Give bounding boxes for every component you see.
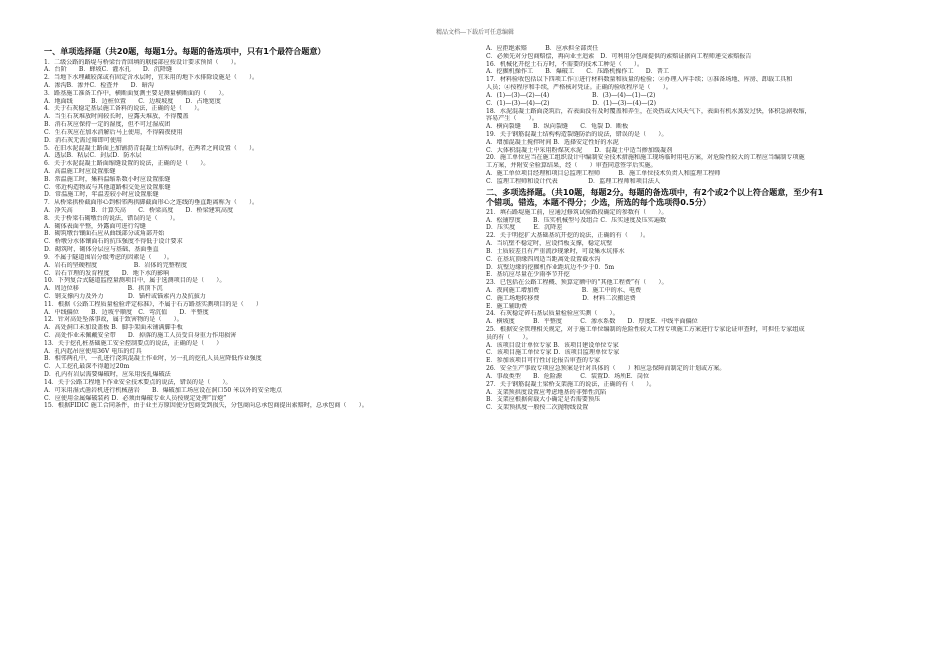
question-line: 14．关于公路工程地下作业安全技术要点的说法，错误的是（ ）。 bbox=[44, 378, 232, 386]
question-line: A．横向裂缝 B．纵向裂缝 C．龟裂 D．断板 bbox=[486, 123, 629, 131]
question-line: C．应使用金属爆破装药 D．必须由爆破专业人员按规定处理“盲炮” bbox=[44, 394, 227, 402]
question-line: A．地面线 B．边桩位置 C．边坡坡度 D．占地宽度 bbox=[44, 97, 221, 105]
question-line: A．应拒绝索赔 B．应承担全部责任 bbox=[486, 45, 599, 52]
question-line: A．挖掘机操作工 B．爆破工 C．压路机操作工 D．普工 bbox=[486, 68, 669, 76]
question-line: 26．安全生产事故专项应急预案是针对具体的（ ）和应急保障而制定的计划或方案。 bbox=[486, 365, 726, 373]
question-line: A．松铺厚度 B．压实机械型号及组合 C．压实速度及压实遍数 bbox=[486, 216, 667, 224]
question-line: 18．水泥混凝土路面浇筑后，若表面没有及时覆盖和养生，在炎热或大风天气下，表面有机水蒸发过快，体积急剧收缩， bbox=[486, 107, 811, 115]
question-line: 25．根据安全管理相关规定，对于施工单位编制的危险性较大工程专项施工方案进行专家论证审查时，可担任专家组成 bbox=[486, 326, 805, 333]
question-line: A．增加混凝土搅拌时间 B．选择安定性好的水泥 bbox=[486, 138, 619, 146]
question-line: 24．石灰稳定碎石基层质量检验应实测（ ）。 bbox=[486, 310, 619, 318]
question-line: 19．关于钢筋混凝土结构构造裂缝防治的说法，错误的是（ ）。 bbox=[486, 130, 668, 138]
question-line: D．常温施工时，年温差较小时应设置胀缝 bbox=[44, 191, 159, 199]
question-line: C．桥墩分水体镶面石的抗压强度不得低于设计要求 bbox=[44, 238, 183, 246]
question-line: C．岩石节理的发育程度 D．地下水的影响 bbox=[44, 269, 170, 277]
question-line: A．(1)—(3)—(2)—(4) B．(3)—(4)—(1)—(2) bbox=[486, 91, 656, 99]
question-line: A．支架预拱度设置应考虑地基的非弹性沉陷 bbox=[486, 388, 607, 396]
right-column bbox=[486, 45, 902, 412]
question-line: 11．根据《公路工程质量检验评定标准》，不属于石方路基实测项目的是（ ） bbox=[44, 300, 262, 308]
question-line: 4．关于石灰稳定基层施工备料的说法，正确的是（ ）。 bbox=[44, 105, 204, 113]
right-question-lines-2 bbox=[486, 209, 902, 412]
question-line: B．常温施工时，集料温缩系数小时应设置胀缝 bbox=[44, 175, 171, 183]
question-line: 12．针对高处坠落事故，属于致害物的是（ ）。 bbox=[44, 316, 183, 324]
question-line: B．砌筑墩台镶面石应从曲线部分或角部开始 bbox=[44, 230, 165, 238]
question-line: D．砌筑时，砌体分层应与基础、基面垂直 bbox=[44, 246, 159, 254]
question-line: 22．关于明挖扩大基础基坑开挖的说法，正确的有（ ）。 bbox=[486, 232, 650, 240]
section-title-multiple-choice-line2: 个错项。错选，本题不得分；少选，所选的每个选项得0.5分） bbox=[486, 198, 711, 208]
question-line: A．该项目设计单位专家 B．该项目建设单位专家 bbox=[486, 341, 619, 349]
question-line: 人员；④按程序和手续，严格核对凭证。正确的验收程序是（ ）。 bbox=[486, 84, 672, 92]
question-line: A．当生石灰堆放时间较长时，应露天堆放，不得覆盖 bbox=[44, 113, 189, 121]
question-line: 17．材料验收包括以下四项工作①进行材料数量和质量的检验；②办理入库手续；③准备场地、库房、卸载工具和 bbox=[486, 76, 793, 84]
question-line: 21．填石路堤施工前，应通过修筑试验路段确定的参数有（ ）。 bbox=[486, 208, 668, 216]
question-line: C．生石灰应在加水消解后马上使用，不得隔夜使用 bbox=[44, 128, 183, 136]
question-line: A．可采用湿式凿岩机进行机械凿岩 B．爆破加工场应设在洞口50 米以外的安全地点 bbox=[44, 386, 282, 394]
question-line: 10．下列复合式隧道监控量测项目中，属于选测项目的是（ ）。 bbox=[44, 277, 226, 285]
question-line: C．钢支撑内力及外力 D．锚杆或锚索内力及抗拔力 bbox=[44, 292, 206, 300]
question-line: C．施工场地转移费 D．材料二次搬运费 bbox=[486, 294, 636, 302]
question-line: 6．关于水泥混凝土路面缩缝设置的说法，正确的是（ ）。 bbox=[44, 160, 210, 168]
page-header: 精品文档---下载后可任意编辑 bbox=[435, 29, 515, 36]
question-line: A．中线偏位 B．边坡平顺度 C．弯沉值 D．平整度 bbox=[44, 308, 209, 316]
question-line: C．人工挖孔最深不得超过20m bbox=[44, 363, 130, 371]
question-line: 15．根据FIDIC 施工合同条件，由于业主方原因使分包商受到损失，分包商向总承包商提出索赔时，总承包商（ ）。 bbox=[44, 402, 368, 410]
question-line: B．土质较差且有严重流沙现象时，可设集水坑排水 bbox=[486, 247, 625, 255]
question-line: 2．当地下水埋藏较深或有固定含水层时，宜采用的地下水排除设施是（ ）。 bbox=[44, 74, 259, 82]
question-line: 20．施工单位应当在施工组织设计中编制安全技术措施和施工现场临时用电方案，对危险性较大的工程应当编制专项施 bbox=[486, 154, 805, 162]
question-line: A．砌体表面平整，外露面可进行勾缝 bbox=[44, 222, 146, 230]
question-line: A．周边位移 B．拱顶下沉 bbox=[44, 285, 163, 293]
question-line: C．大体积混凝土中采用粉煤灰水泥 D．混凝土中适当掺加缓凝剂 bbox=[486, 146, 673, 154]
question-line: B．消石灰应保持一定的湿度，但不可过湿成团 bbox=[44, 121, 171, 129]
question-line: 23．已包括在公路工程概、预算定额中的“其他工程费”有（ ）。 bbox=[486, 279, 668, 287]
question-line: D．消石灰无需过筛即可使用 bbox=[44, 136, 123, 144]
question-line: A．横坡度 B．平整度 C．渗水系数 D．厚度E．中线平面偏位 bbox=[486, 318, 698, 326]
question-line: A．事故类型 B．危险源 C．装置D．场所E．岗位 bbox=[486, 372, 650, 380]
question-line: E．参加该项目可行性讨论报告审查的专家 bbox=[486, 357, 601, 365]
question-line: A．高温施工时应设置胀缝 bbox=[44, 167, 116, 175]
question-line: D．压实度 E．沉降差 bbox=[486, 224, 563, 232]
question-line: A．净矢高 B．计算矢高 C．桥梁高度 D．桥梁建筑高度 bbox=[44, 207, 234, 215]
question-line: 13．关于挖孔桩基础施工安全控制要点的说法，正确的是（ ） bbox=[44, 339, 223, 347]
question-line: A．台阶 B．蜂坡C．灌水孔 D．沉降缝 bbox=[44, 66, 173, 74]
question-line: 7．从桥梁拱桥截面形心到相邻两拱脚截面形心之连线的垂直距离称为（ ）。 bbox=[44, 199, 259, 207]
question-line: C．支架预拱度一般按二次抛物线设置 bbox=[486, 404, 589, 412]
question-line: A．透层B．粘层C．封层D．防水层 bbox=[44, 152, 142, 160]
section-title-multiple-choice-line1: 二、多项选择题。（共10题，每题2分。每题的备选项中，有2个或2个以上符合题意，至少有1 bbox=[486, 187, 824, 197]
question-line: A．夜间施工增加费 B．施工中的水、电费 bbox=[486, 286, 642, 294]
question-line: 员的有（ ）。 bbox=[486, 333, 532, 341]
question-line: 27．关于钢筋混凝土梁桥支架施工的说法，正确的有（ ）。 bbox=[486, 380, 656, 388]
question-line: C．在基坑顶缘四周适当距离处设置截水沟 bbox=[486, 255, 601, 263]
question-line: B．支架应根据荷载大小确定是否需要预压 bbox=[486, 396, 601, 404]
question-line: 8．关于桥梁石砌墩台的说法，错误的是（ ）。 bbox=[44, 214, 179, 222]
question-line: E．基坑应尽量在少雨季节开挖 bbox=[486, 271, 570, 279]
section-title-single-choice: 一、单项选择题（共20题，每题1分。每题的备选项中，只有1个最符合题意） bbox=[44, 47, 326, 56]
right-question-lines-1 bbox=[486, 45, 902, 186]
question-line: C．必须先对分包商赔偿，再向业主追索 D．可利用分包商提供的索赔证据向工程师递交索赔报告 bbox=[486, 52, 752, 60]
question-line: A．渗沟B．渗井C．检查井 D．暗沟 bbox=[44, 82, 154, 90]
question-line: A．当坑壁不稳定时，应设挡板支撑，稳定坑壁 bbox=[486, 240, 613, 248]
question-line: A．岩石的坚硬程度 B．岩体的完整程度 bbox=[44, 261, 187, 269]
question-line: 工方案，并附安全验算结果，经（ ）审查同意签字后实施。 bbox=[486, 162, 657, 170]
question-line: 3．路基施工准备工作中，横断面复测主要是测量横断面的（ ）。 bbox=[44, 89, 228, 97]
question-line: B．相邻两孔中，一孔进行浇筑混凝土作业时，另一孔的挖孔人员应降低作业强度 bbox=[44, 355, 262, 363]
question-line: A．高处洞口未加设盖板 B．脚手架面未铺满脚手板 bbox=[44, 324, 183, 332]
question-line: A．施工单位项目经理和项目总监理工程师 B．施工单位技术负责人和监理工程师 bbox=[486, 170, 721, 177]
left-column bbox=[44, 40, 462, 410]
question-line: D．孔内有岩层需要爆破时，应采用浅孔爆破法 bbox=[44, 371, 171, 379]
left-question-lines bbox=[44, 59, 462, 411]
question-line: C．邻近构造物或与其他道路相交处应设置胀缝 bbox=[44, 183, 171, 191]
question-line: 5．在旧水泥混凝土路面上加铺沥青混凝土结构层时，在两者之间设置（ ）。 bbox=[44, 144, 259, 152]
question-line: E．施工辅助费 bbox=[486, 302, 528, 310]
question-line: D．坑壁边缘的挖掘机作业距坑边不少于0．5m bbox=[486, 263, 615, 271]
question-line: 16．机械化开挖土石方时，不需要的技术工种是（ ）。 bbox=[486, 60, 644, 68]
question-line: C．高处作业未佩戴安全带 D．掉落的施工人员受自身重力作用损害 bbox=[44, 332, 237, 340]
question-line: 9．不属于隧道围岩分级考虑的因素是（ ）。 bbox=[44, 253, 173, 261]
question-line: C．监理工程师和设计代表 D．监理工程师和项目法人 bbox=[486, 177, 661, 185]
question-line: C．(1)—(3)—(4)—(2) D．(1)—(3)—(4)—(2) bbox=[486, 99, 657, 107]
question-line: 1．二级公路的路堤与桥梁台背回填的联接部应按设计要求预留（ ）。 bbox=[44, 58, 240, 66]
question-line: C．该项目施工单位专家 D．该项目监理单位专家 bbox=[486, 349, 620, 357]
question-line: 容易产生（ ）。 bbox=[486, 115, 538, 123]
question-line: A．孔内起吊应使用36V 电压的灯具 bbox=[44, 347, 142, 355]
